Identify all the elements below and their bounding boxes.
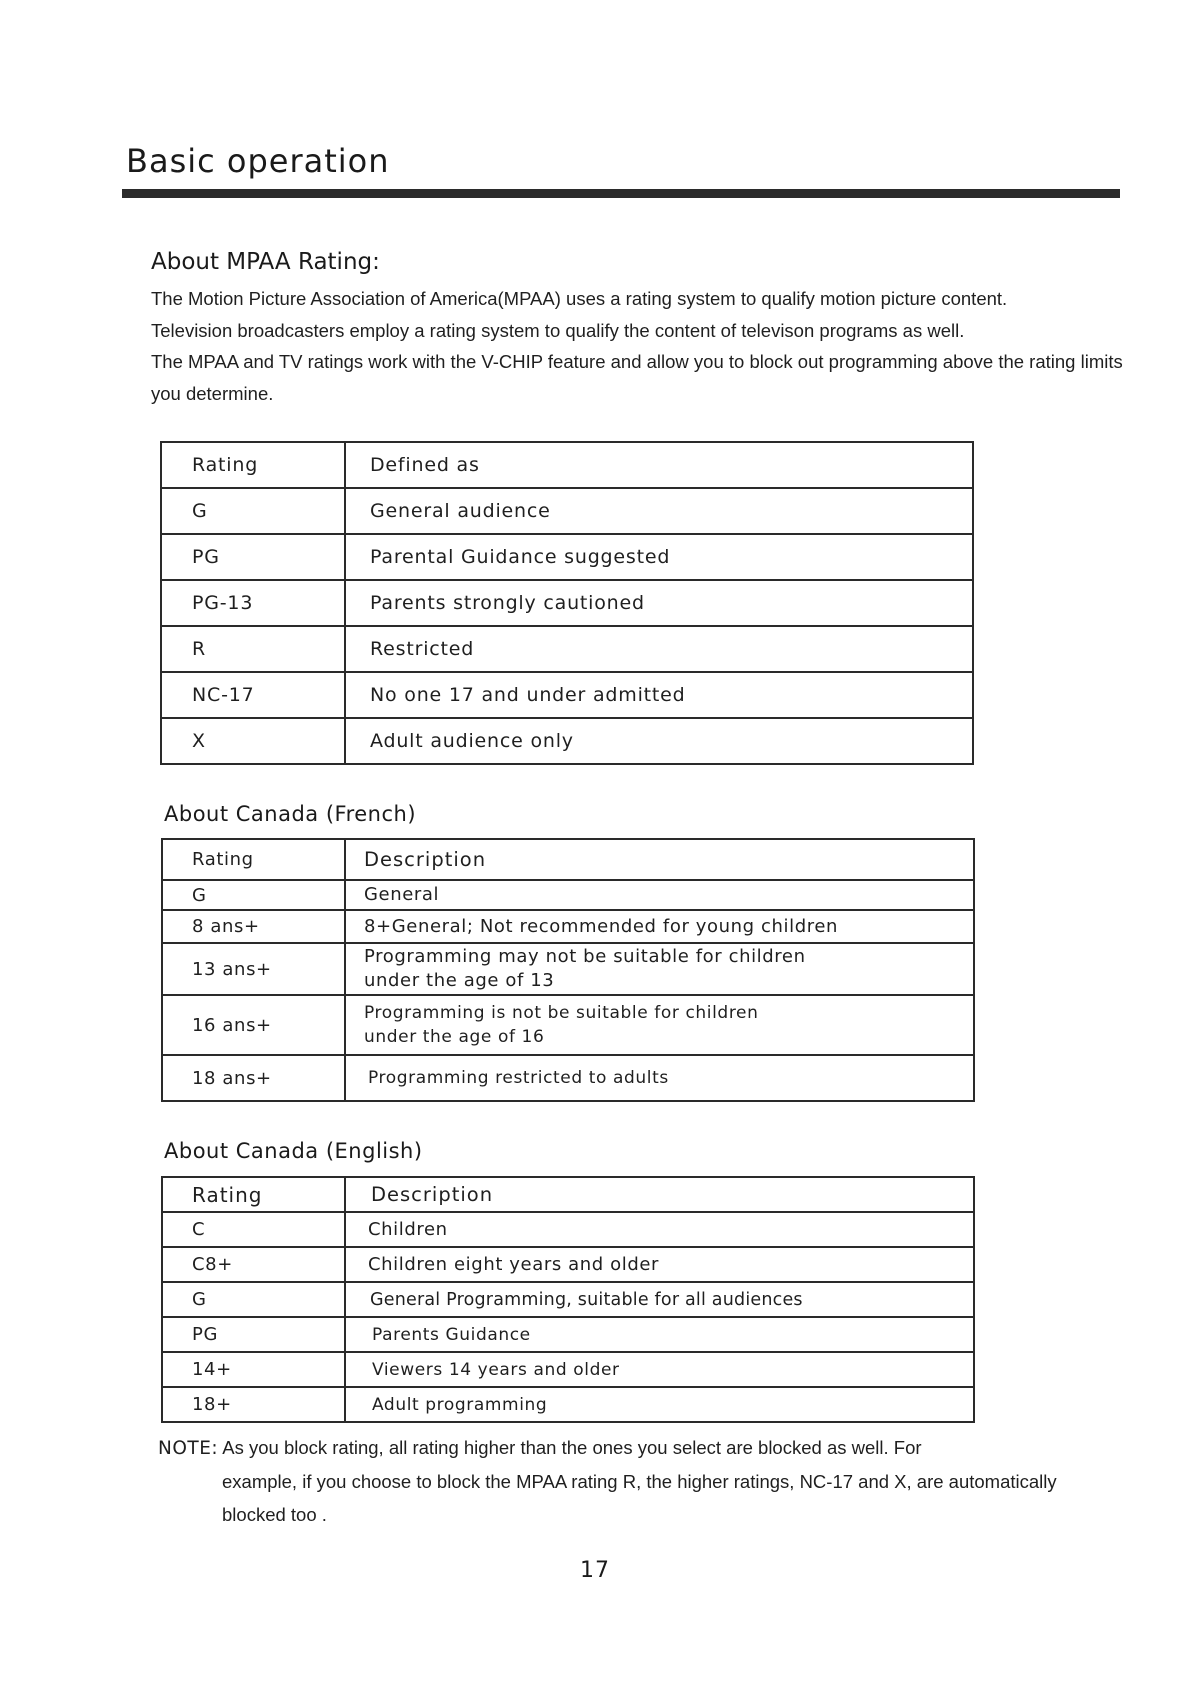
table-header-row	[161, 442, 973, 488]
note-first-line: As you block rating, all rating higher than the ones you select are blocked as well. For	[222, 1437, 922, 1458]
table-row	[162, 995, 974, 1055]
header-cell-rating: Rating	[161, 442, 345, 488]
description-cell: General Programming, suitable for all audiences	[345, 1282, 974, 1317]
mpaa-intro	[151, 283, 1131, 409]
rating-cell: 8 ans+	[162, 910, 345, 943]
page-title: Basic operation	[126, 142, 390, 180]
header-cell-description: Description	[345, 1177, 974, 1212]
rating-cell: 18+	[162, 1387, 345, 1422]
table-row	[162, 910, 974, 943]
description-cell: Programming is not be suitable for children under the age of 16	[345, 995, 974, 1055]
table-row	[162, 1055, 974, 1101]
intro-paragraph: The Motion Picture Association of America(MPAA) uses a rating system to qualify motion picture content.	[151, 288, 1008, 309]
table-row	[161, 626, 973, 672]
rating-cell: PG-13	[161, 580, 345, 626]
table-row	[162, 1387, 974, 1422]
canada-french-table	[161, 838, 975, 1102]
description-cell: Viewers 14 years and older	[345, 1352, 974, 1387]
header-cell-description: Description	[345, 839, 974, 880]
definition-cell: Restricted	[345, 626, 973, 672]
canada-english-heading: About Canada (English)	[164, 1139, 423, 1163]
description-cell: Parents Guidance	[345, 1317, 974, 1352]
rating-cell: X	[161, 718, 345, 764]
table-row	[162, 1317, 974, 1352]
table-row	[161, 718, 973, 764]
rating-cell: 13 ans+	[162, 943, 345, 995]
rating-cell: G	[162, 1282, 345, 1317]
table-row	[161, 488, 973, 534]
header-cell-rating: Rating	[162, 839, 345, 880]
definition-cell: Adult audience only	[345, 718, 973, 764]
intro-paragraph: Television broadcasters employ a rating system to qualify the content of televison programs as well.	[151, 319, 965, 341]
rating-cell: G	[162, 880, 345, 910]
canada-english-table	[161, 1176, 975, 1423]
table-header-row	[162, 839, 974, 880]
rating-cell: 14+	[162, 1352, 345, 1387]
definition-cell: Parents strongly cautioned	[345, 580, 973, 626]
rating-cell: G	[161, 488, 345, 534]
definition-cell: General audience	[345, 488, 973, 534]
canada-french-heading: About Canada (French)	[164, 802, 417, 826]
rating-cell: PG	[161, 534, 345, 580]
description-cell: 8+General; Not recommended for young children	[345, 910, 974, 943]
description-cell: Children eight years and older	[345, 1247, 974, 1282]
description-cell: General	[345, 880, 974, 910]
table-row	[161, 534, 973, 580]
description-cell: Programming may not be suitable for children under the age of 13	[345, 943, 974, 995]
definition-cell: No one 17 and under admitted	[345, 672, 973, 718]
description-cell: Adult programming	[345, 1387, 974, 1422]
mpaa-rating-table	[160, 441, 974, 765]
title-rule	[122, 189, 1120, 198]
header-cell-rating: Rating	[162, 1177, 345, 1212]
mpaa-heading: About MPAA Rating:	[151, 249, 380, 275]
definition-cell: Parental Guidance suggested	[345, 534, 973, 580]
table-header-row	[162, 1177, 974, 1212]
table-row	[162, 943, 974, 995]
rating-cell: PG	[162, 1317, 345, 1352]
note-label: NOTE:	[158, 1438, 219, 1459]
intro-paragraph: The MPAA and TV ratings work with the V-CHIP feature and allow you to block out programming above the rating limits you determine.	[151, 351, 1123, 404]
page-number: 17	[580, 1558, 610, 1583]
description-cell: Children	[345, 1212, 974, 1247]
rating-cell: 16 ans+	[162, 995, 345, 1055]
note-continuation: example, if you choose to block the MPAA rating R, the higher ratings, NC-17 and X, are automatically blocked too .	[222, 1471, 1057, 1525]
table-row	[162, 1247, 974, 1282]
rating-cell: C	[162, 1212, 345, 1247]
table-row	[162, 1282, 974, 1317]
rating-cell: C8+	[162, 1247, 345, 1282]
table-row	[162, 880, 974, 910]
table-row	[161, 580, 973, 626]
rating-cell: R	[161, 626, 345, 672]
table-row	[162, 1352, 974, 1387]
table-row	[161, 672, 973, 718]
description-cell: Programming restricted to adults	[345, 1055, 974, 1101]
note	[158, 1431, 1058, 1531]
header-cell-defined-as: Defined as	[345, 442, 973, 488]
rating-cell: NC-17	[161, 672, 345, 718]
table-row	[162, 1212, 974, 1247]
rating-cell: 18 ans+	[162, 1055, 345, 1101]
